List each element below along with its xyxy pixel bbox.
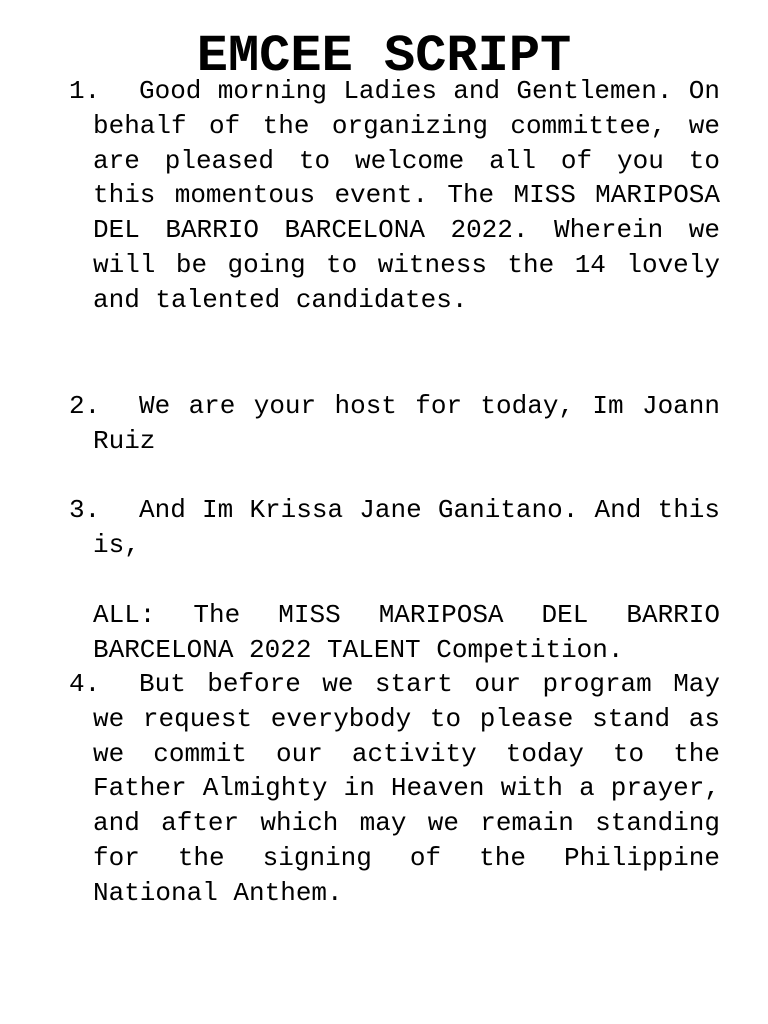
script-all-line	[93, 598, 720, 668]
item-text: And Im Krissa Jane Ganitano. And this is,	[93, 495, 720, 560]
script-item-3	[69, 493, 720, 563]
item-text: But before we start our program May we request everybody to please stand as we commit our activity today to the Father Almighty in Heaven with a prayer, and after which may we remain standing for the signing of the Philippine National Anthem.	[93, 669, 720, 908]
script-item-4	[69, 667, 720, 911]
item-number: 1.	[69, 76, 101, 106]
page-title: EMCEE SCRIPT	[196, 27, 572, 86]
item-text: ALL: The MISS MARIPOSA DEL BARRIO BARCELONA 2022 TALENT Competition.	[93, 600, 720, 665]
item-number: 4.	[69, 669, 101, 699]
item-number: 3.	[69, 495, 101, 525]
script-item-1	[69, 74, 720, 318]
item-number: 2.	[69, 391, 101, 421]
item-text: We are your host for today, Im Joann Ruiz	[93, 391, 720, 456]
item-text: Good morning Ladies and Gentlemen. On behalf of the organizing committee, we are pleased to welcome all of you to this momentous event. The MISS MARIPOSA DEL BARRIO BARCELONA 2022. Wherein we will be going to witness the 14 lovely and talented candidates.	[93, 76, 720, 315]
script-item-2	[69, 389, 720, 459]
